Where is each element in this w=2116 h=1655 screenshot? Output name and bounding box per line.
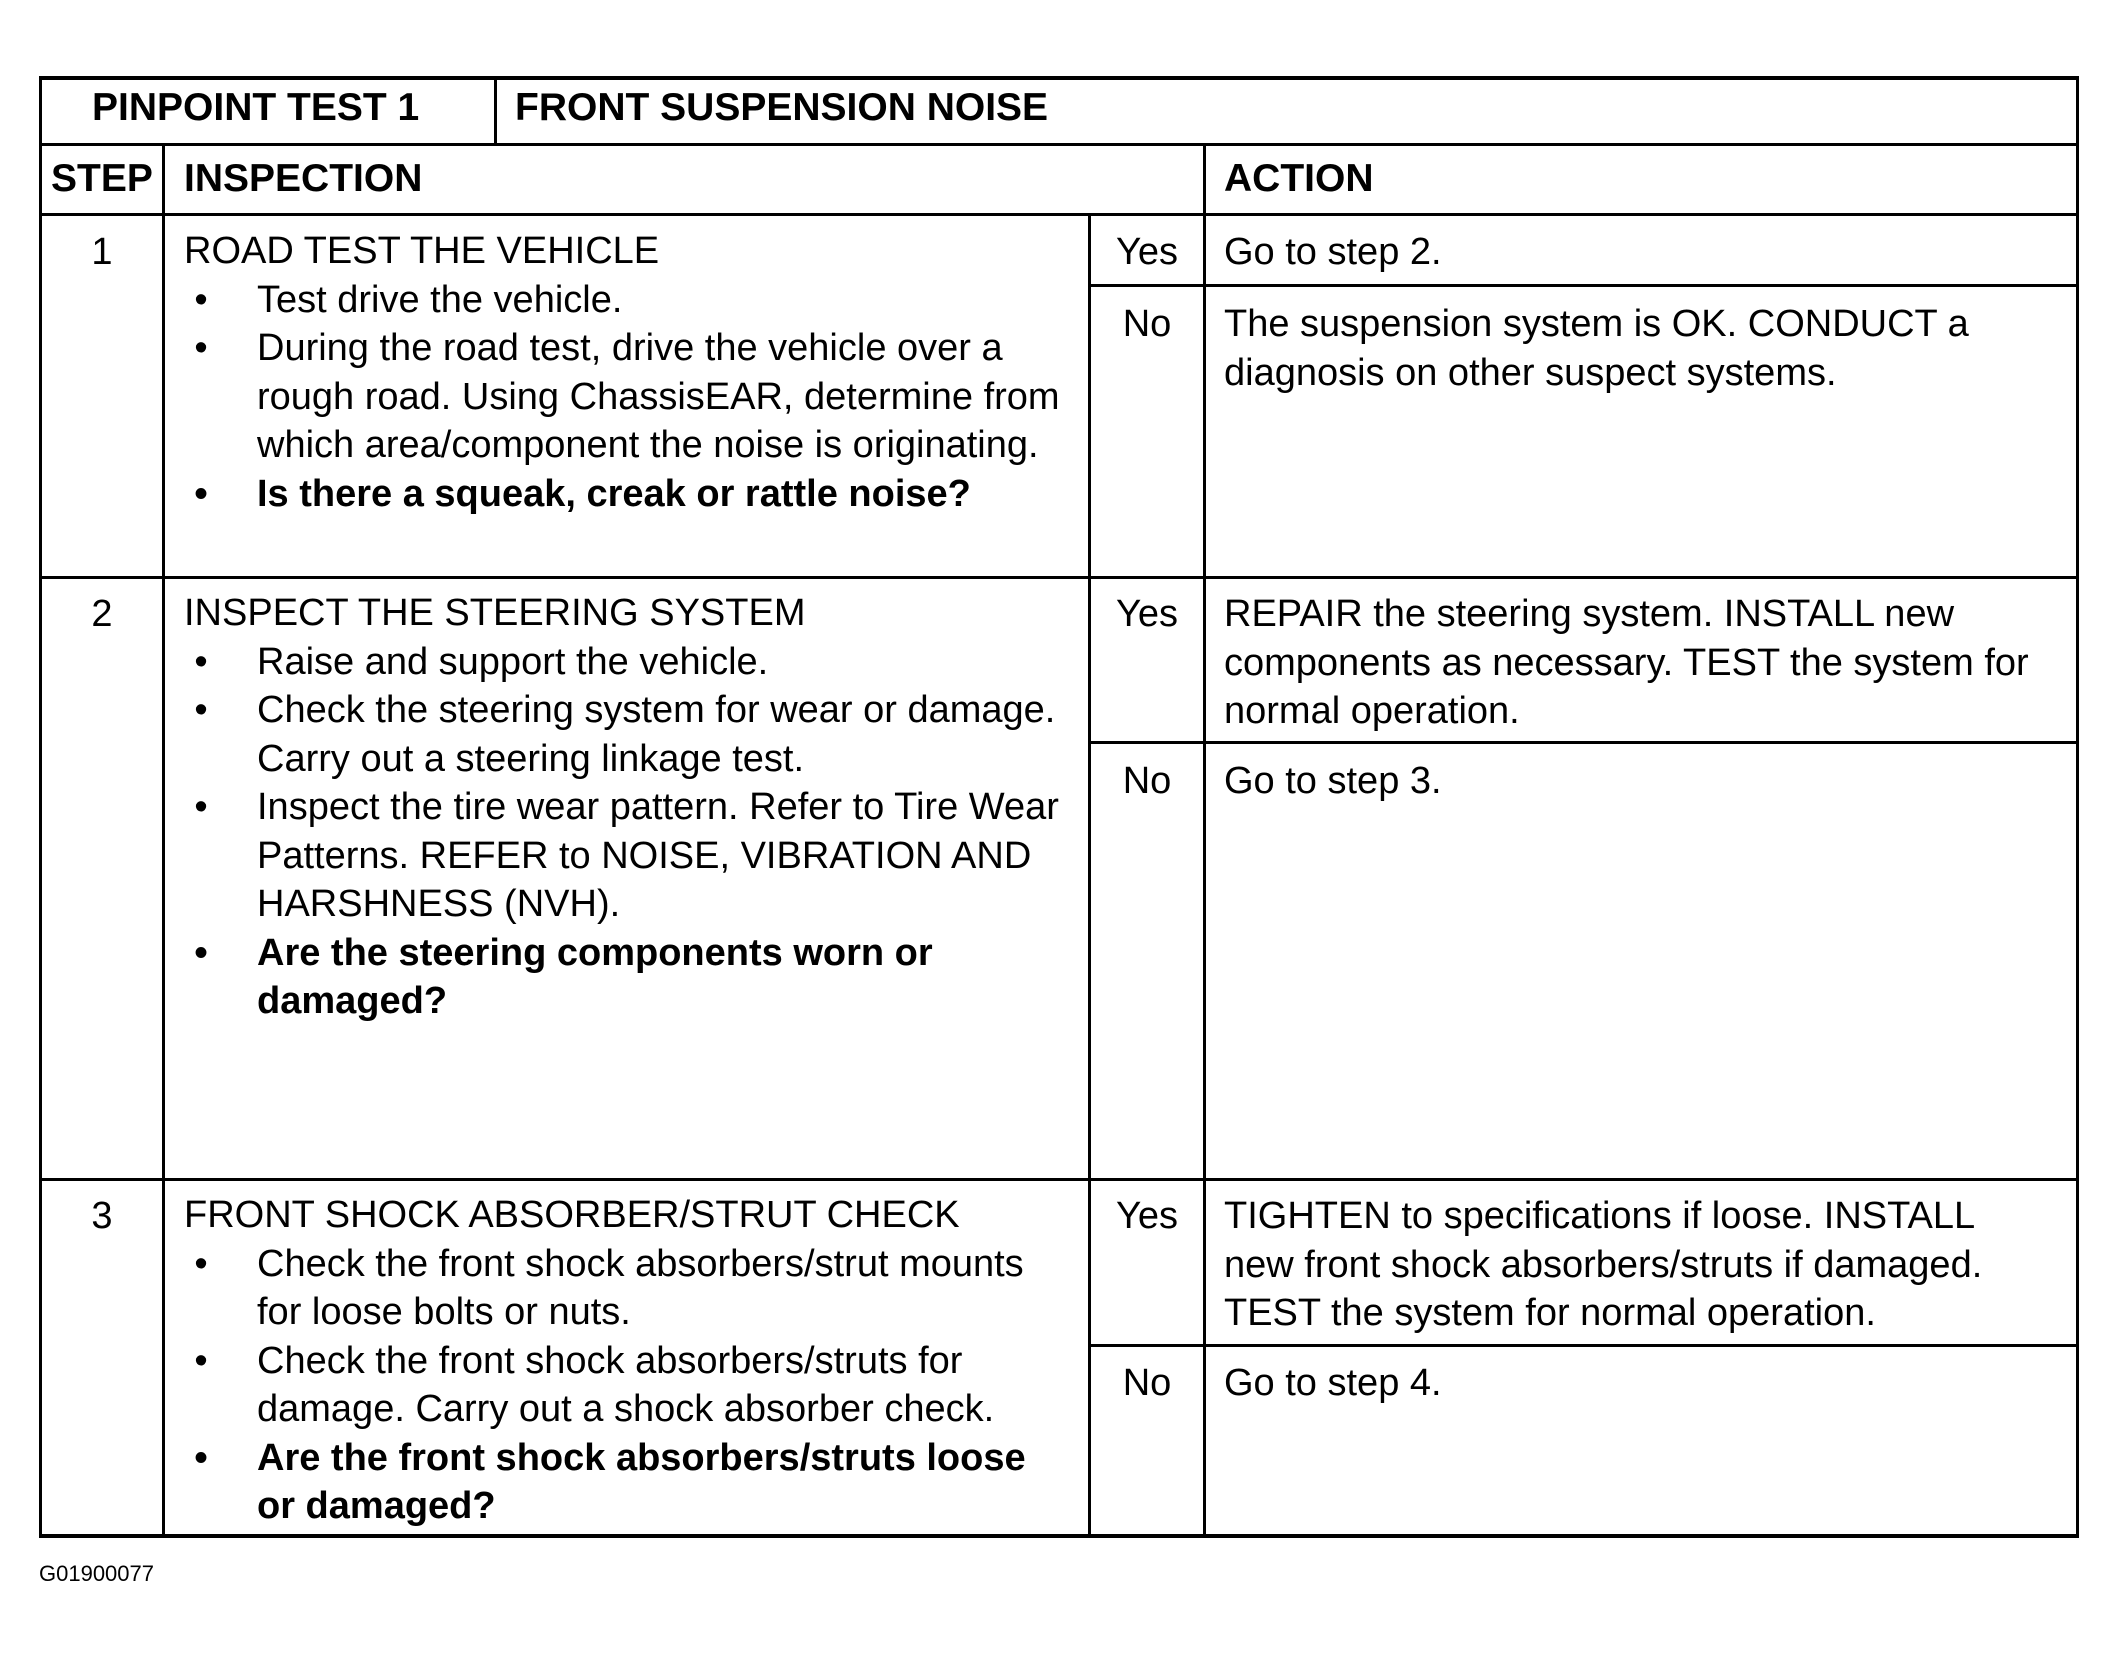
- inspection-bullet: Check the front shock absorbers/struts for damage. Carry out a shock absorber check.: [257, 1339, 995, 1430]
- inspection-bullet: Raise and support the vehicle.: [257, 640, 769, 683]
- bullet-icon: •: [194, 1436, 208, 1479]
- inspection-bullet: Check the front shock absorbers/strut mounts for loose bolts or nuts.: [257, 1242, 1024, 1333]
- rule-below-headers: [39, 213, 2079, 216]
- inspection-question: Are the front shock absorbers/struts loose or damaged?: [257, 1436, 1026, 1527]
- rule-step-column: [162, 143, 165, 1536]
- no-label: No: [1122, 760, 1172, 802]
- test-name: FRONT SUSPENSION NOISE: [515, 86, 1049, 129]
- list-item: [184, 929, 1074, 1026]
- table-border-top: [39, 76, 2079, 80]
- step-number: 1: [91, 231, 113, 273]
- list-item: [184, 324, 1074, 470]
- list-item: [184, 276, 1074, 325]
- rule-yes-no-column: [1088, 213, 1091, 1536]
- inspection-question: Are the steering components worn or damaged?: [257, 931, 933, 1022]
- yes-label: Yes: [1116, 1195, 1178, 1237]
- rule-step1-yes-no: [1088, 284, 2079, 287]
- inspection-bullet: During the road test, drive the vehicle over a rough road. Using ChassisEAR, determine from which area/component the noise is originating.: [257, 327, 1060, 466]
- rule-below-title: [39, 143, 2079, 146]
- rule-step2-yes-no: [1088, 741, 2079, 744]
- bullet-icon: •: [194, 931, 208, 974]
- bullet-icon: •: [194, 786, 208, 828]
- bullet-icon: •: [194, 689, 208, 731]
- yes-label: Yes: [1116, 231, 1178, 273]
- inspection-bullet: Inspect the tire wear pattern. Refer to Tire Wear Patterns. REFER to NOISE, VIBRATION AND HARSHNESS (NVH).: [257, 786, 1059, 925]
- inspection-cell: [184, 589, 1074, 1026]
- rule-title-divider: [494, 76, 497, 145]
- inspection-bullet: Test drive the vehicle.: [257, 278, 623, 321]
- rule-step2-bottom: [39, 1178, 2079, 1181]
- rule-action-column: [1203, 143, 1206, 1536]
- rule-step1-bottom: [39, 576, 2079, 579]
- list-item: [184, 1434, 1074, 1531]
- figure-code: G01900077: [39, 1561, 154, 1586]
- column-header-step: STEP: [51, 157, 153, 200]
- yes-action: Go to step 2.: [1224, 231, 1442, 273]
- bullet-icon: •: [194, 472, 208, 515]
- bullet-icon: •: [194, 327, 208, 369]
- inspection-heading: ROAD TEST THE VEHICLE: [184, 230, 660, 272]
- bullet-icon: •: [194, 278, 208, 321]
- step-number: 3: [91, 1195, 113, 1237]
- bullet-icon: •: [194, 1339, 208, 1382]
- step-number: 2: [91, 593, 113, 635]
- table-border-left: [39, 76, 42, 1538]
- no-action: The suspension system is OK. CONDUCT a diagnosis on other suspect systems.: [1224, 303, 1969, 394]
- yes-action: REPAIR the steering system. INSTALL new components as necessary. TEST the system for normal operation.: [1224, 593, 2029, 732]
- inspection-heading: FRONT SHOCK ABSORBER/STRUT CHECK: [184, 1194, 960, 1236]
- list-item: [184, 1337, 1074, 1434]
- inspection-bullet: Check the steering system for wear or damage. Carry out a steering linkage test.: [257, 689, 1056, 780]
- column-header-inspection: INSPECTION: [184, 157, 423, 200]
- column-header-action: ACTION: [1224, 157, 1374, 200]
- list-item: [184, 1240, 1074, 1337]
- no-action: Go to step 4.: [1224, 1362, 1442, 1404]
- bullet-icon: •: [194, 640, 208, 683]
- list-item: [184, 783, 1074, 929]
- no-label: No: [1122, 1362, 1172, 1404]
- test-label: PINPOINT TEST 1: [92, 86, 420, 129]
- no-label: No: [1122, 303, 1172, 345]
- inspection-question: Is there a squeak, creak or rattle noise?: [257, 472, 971, 515]
- inspection-cell: [184, 1191, 1074, 1531]
- table-border-bottom: [39, 1534, 2079, 1538]
- yes-label: Yes: [1116, 593, 1178, 635]
- inspection-heading: INSPECT THE STEERING SYSTEM: [184, 592, 806, 634]
- list-item: [184, 686, 1074, 783]
- yes-action: TIGHTEN to specifications if loose. INSTALL new front shock absorbers/struts if damaged. TEST the system for normal operation.: [1224, 1195, 1983, 1334]
- no-action: Go to step 3.: [1224, 760, 1442, 802]
- list-item: [184, 638, 1074, 687]
- rule-step3-yes-no: [1088, 1344, 2079, 1347]
- bullet-icon: •: [194, 1242, 208, 1285]
- inspection-cell: [184, 227, 1074, 518]
- table-border-right: [2076, 76, 2079, 1538]
- list-item: [184, 470, 1074, 519]
